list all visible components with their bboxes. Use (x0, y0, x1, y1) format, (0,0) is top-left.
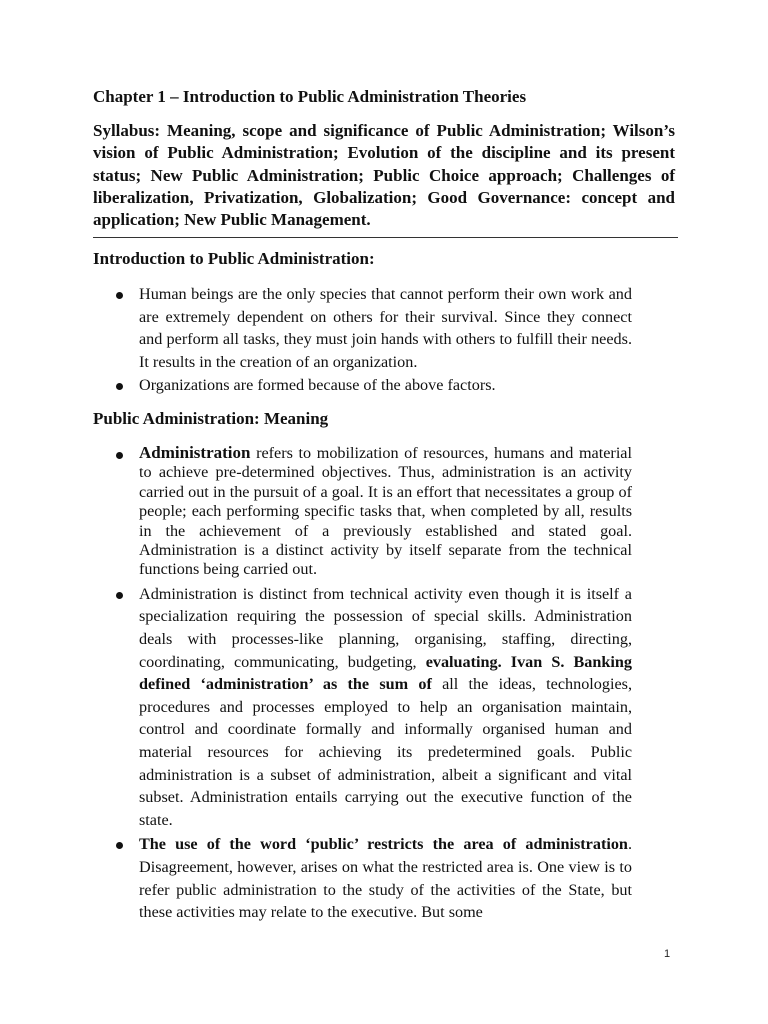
bullet-icon (116, 452, 123, 459)
bullet-bold-text: The use of the word ‘public’ restricts the area of administration (139, 835, 628, 854)
bullet-text: Human beings are the only species that cannot perform their own work and are extremely dependent on others for their survival. Since they connect and perform all tasks, they must join hands with others to fulfill their needs. It results in the creation of an organization. (139, 285, 632, 371)
bullet-lead-term: Administration (139, 443, 251, 462)
bullet-text: Organizations are formed because of the above factors. (139, 376, 496, 394)
bullet-icon (116, 842, 123, 849)
list-item (93, 443, 632, 580)
list-item (93, 583, 632, 832)
list-item (93, 283, 632, 373)
introduction-bullet-list (93, 283, 683, 397)
bullet-icon (116, 592, 123, 599)
bullet-bold-text: evaluating. Ivan S. Banking defined ‘administration’ as the sum of (139, 652, 632, 694)
bullet-text: . Disagreement, however, arises on what the restricted area is. One view is to refer public administration to the study of the activities of the State, but these activities may relate to the executive. But some (139, 835, 632, 922)
list-item (93, 374, 632, 397)
syllabus-paragraph: Syllabus: Meaning, scope and significance of Public Administration; Wilson’s vision of Public Administration; Evolution of the discipline and its present status; New Public Administration; Public Choice approach; Challenges of liberalization, Privatization, Globalization; Good Governance: concept and application; New Public Management. (93, 121, 675, 230)
bullet-text: refers to mobilization of resources, humans and material to achieve pre-determined objectives. Thus, administration is an activity carried out in the pursuit of a goal. It is an effort that necessitates a group of people; each performing specific tasks that, when completed by all, results in the achievement of a previously established and stated goal. Administration is a distinct activity by itself separate from the technical functions being carried out. (139, 444, 632, 579)
list-item (93, 833, 632, 923)
section-heading-introduction: Introduction to Public Administration: (93, 249, 375, 268)
chapter-title: Chapter 1 – Introduction to Public Administration Theories (93, 87, 527, 106)
bullet-text: Administration is distinct from technical activity even though it is itself a specialization requiring the possession of special skills. Administration deals with processes-like planning, organising, staffing, directing, coordinating, communicating, budgeting, (139, 584, 632, 671)
page-number: 1 (664, 948, 671, 960)
bullet-icon (116, 292, 123, 299)
bullet-icon (116, 383, 123, 390)
meaning-bullet-list (93, 443, 683, 924)
section-divider (93, 237, 678, 238)
bullet-text: all the ideas, technologies, procedures and processes employed to help an organisation maintain, control and coordinate formally and informally organised human and material resources for achieving its predetermined goals. Public administration is a subset of administration, albeit a significant and vital subset. Administration entails carrying out the executive function of the state. (139, 675, 632, 829)
section-heading-meaning: Public Administration: Meaning (93, 409, 329, 428)
